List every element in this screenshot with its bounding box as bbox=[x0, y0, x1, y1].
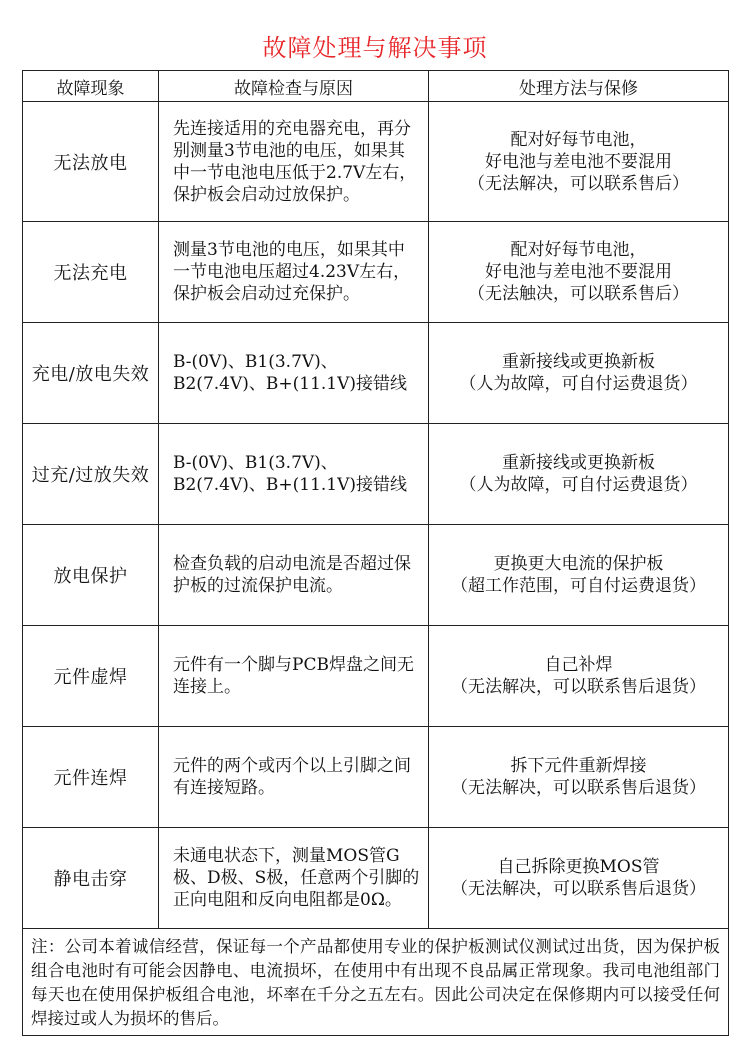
row-symptom: 充电/放电失效 bbox=[23, 323, 159, 424]
fix-line: 重新接线或更换新板 bbox=[502, 453, 655, 473]
fix-line: （人为故障，可自付运费退货） bbox=[459, 374, 698, 394]
warranty-note: 注：公司本着诚信经营，保证每一个产品都使用专业的保护板测试仪测试过出货，因为保护板组合电池时有可能会因静电、电流损坏，在使用中有出现不良品属正常现象。我司电池组部门每天也在使用保护板组合电池，坏率在千分之五左右。因此公司决定在保修期内可以接受任何焊接过或人为损坏的售后。 bbox=[23, 929, 729, 1036]
row-cause: 测量3节电池的电压，如果其中一节电池电压超过4.23V左右，保护板会启动过充保护。 bbox=[159, 222, 429, 323]
fix-line: 自己补焊 bbox=[544, 655, 613, 675]
row-symptom: 元件虚焊 bbox=[23, 626, 159, 727]
fix-line: 重新接线或更换新板 bbox=[502, 352, 655, 372]
table-row bbox=[23, 828, 729, 929]
fix-line: （无法解决，可以联系售后） bbox=[468, 173, 689, 194]
row-cause: 先连接适用的充电器充电，再分别测量3节电池的电压，如果其中一节电池电压低于2.7V左右，保护板会启动过放保护。 bbox=[159, 102, 429, 222]
row-symptom: 无法放电 bbox=[23, 102, 159, 222]
row-cause: 元件的两个或丙个以上引脚之间有连接短路。 bbox=[159, 727, 429, 828]
row-symptom: 元件连焊 bbox=[23, 727, 159, 828]
fix-line: 好电池与差电池不要混用 bbox=[485, 151, 672, 172]
row-cause: 检查负载的启动电流是否超过保护板的过流保护电流。 bbox=[159, 525, 429, 626]
row-cause: B-(0V)、B1(3.7V)、B2(7.4V)、B+(11.1V)接错线 bbox=[159, 424, 429, 525]
table-row bbox=[23, 525, 729, 626]
table-row bbox=[23, 102, 729, 222]
fix-line: 更换更大电流的保护板 bbox=[493, 554, 664, 574]
row-fix bbox=[429, 424, 729, 525]
row-fix bbox=[429, 727, 729, 828]
fix-line: 配对好每节电池， bbox=[510, 129, 647, 150]
row-fix bbox=[429, 222, 729, 323]
row-cause: 未通电状态下，测量MOS管G极、D极、S极，任意两个引脚的正向电阻和反向电阻都是0Ω。 bbox=[159, 828, 429, 929]
table-row bbox=[23, 727, 729, 828]
row-fix bbox=[429, 525, 729, 626]
fix-line: （无法解决，可以联系售后退货） bbox=[451, 778, 706, 798]
header-cause: 故障检查与原因 bbox=[159, 71, 429, 102]
fix-line: 配对好每节电池， bbox=[510, 240, 647, 260]
row-cause: B-(0V)、B1(3.7V)、B2(7.4V)、B+(11.1V)接错线 bbox=[159, 323, 429, 424]
row-cause: 元件有一个脚与PCB焊盘之间无连接上。 bbox=[159, 626, 429, 727]
header-fix: 处理方法与保修 bbox=[429, 71, 729, 102]
row-fix bbox=[429, 102, 729, 222]
row-fix bbox=[429, 323, 729, 424]
row-symptom: 无法充电 bbox=[23, 222, 159, 323]
note-row bbox=[23, 929, 729, 1036]
row-symptom: 过充/过放失效 bbox=[23, 424, 159, 525]
row-symptom: 静电击穿 bbox=[23, 828, 159, 929]
fix-line: （人为故障，可自付运费退货） bbox=[459, 475, 698, 495]
fix-line: 拆下元件重新焊接 bbox=[510, 756, 647, 776]
table-row bbox=[23, 222, 729, 323]
fix-line: （超工作范围，可自付运费退货） bbox=[451, 576, 706, 596]
fix-line: （无法触决，可以联系售后） bbox=[468, 284, 689, 304]
table-row bbox=[23, 323, 729, 424]
fault-table bbox=[22, 70, 729, 1036]
row-symptom: 放电保护 bbox=[23, 525, 159, 626]
fix-line: （无法解决，可以联系售后退货） bbox=[451, 879, 706, 899]
table-row bbox=[23, 424, 729, 525]
row-fix bbox=[429, 828, 729, 929]
row-fix bbox=[429, 626, 729, 727]
page-title: 故障处理与解决事项 bbox=[262, 34, 488, 62]
table-row bbox=[23, 626, 729, 727]
header-symptom: 故障现象 bbox=[23, 71, 159, 102]
fix-line: 自己拆除更换MOS管 bbox=[497, 857, 660, 877]
fix-line: 好电池与差电池不要混用 bbox=[485, 262, 672, 282]
table-header-row bbox=[23, 71, 729, 102]
fix-line: （无法解决，可以联系售后退货） bbox=[451, 677, 706, 697]
